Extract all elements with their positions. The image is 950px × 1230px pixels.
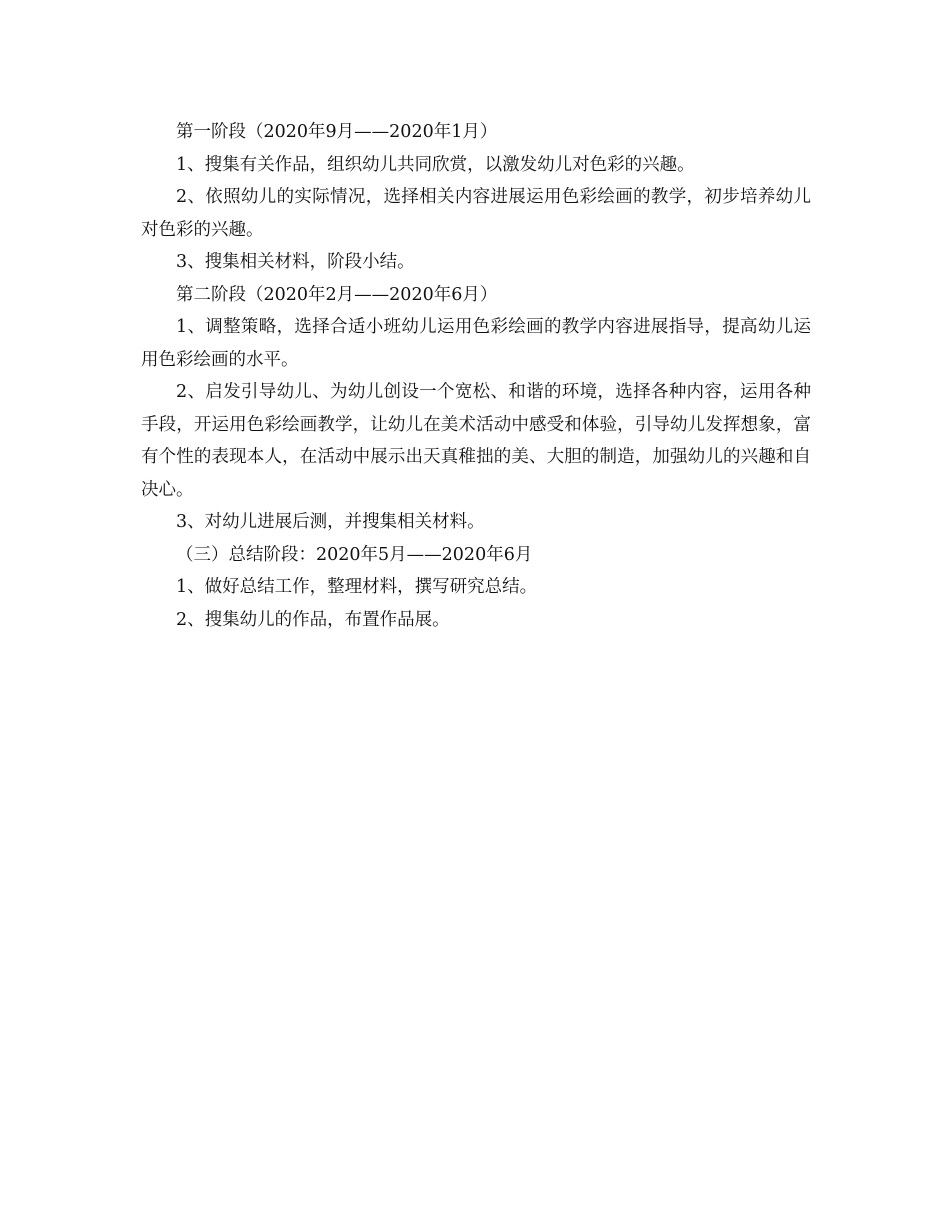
stage-two-heading: 第二阶段（2020年2月——2020年6月） bbox=[176, 284, 498, 305]
stage-two-item-3: 3、对幼儿进展后测，并搜集相关材料。 bbox=[176, 512, 485, 532]
document-body bbox=[141, 116, 811, 636]
stage-one-item-2: 2、依照幼儿的实际情况，选择相关内容进展运用色彩绘画的教学，初步培养幼儿对色彩的兴趣。 bbox=[141, 187, 811, 240]
summary-stage-item-2: 2、搜集幼儿的作品，布置作品展。 bbox=[176, 609, 450, 630]
summary-stage-item-1: 1、做好总结工作，整理材料，撰写研究总结。 bbox=[176, 577, 538, 597]
summary-stage-heading: （三）总结阶段：2020年5月——2020年6月 bbox=[176, 544, 533, 565]
stage-one-item-3: 3、搜集相关材料，阶段小结。 bbox=[176, 252, 415, 272]
stage-one-item-1: 1、搜集有关作品，组织幼儿共同欣赏，以激发幼儿对色彩的兴趣。 bbox=[176, 154, 695, 175]
stage-two-item-1: 1、调整策略，选择合适小班幼儿运用色彩绘画的教学内容进展指导，提高幼儿运用色彩绘画的水平。 bbox=[141, 317, 811, 370]
stage-one-heading: 第一阶段（2020年9月——2020年1月） bbox=[176, 122, 498, 142]
stage-two-item-2: 2、启发引导幼儿、为幼儿创设一个宽松、和谐的环境，选择各种内容，运用各种手段，开运用色彩绘画教学，让幼儿在美术活动中感受和体验，引导幼儿发挥想象，富有个性的表现本人，在活动中展示出天真稚拙的美、大胆的制造，加强幼儿的兴趣和自决心。 bbox=[141, 382, 811, 500]
